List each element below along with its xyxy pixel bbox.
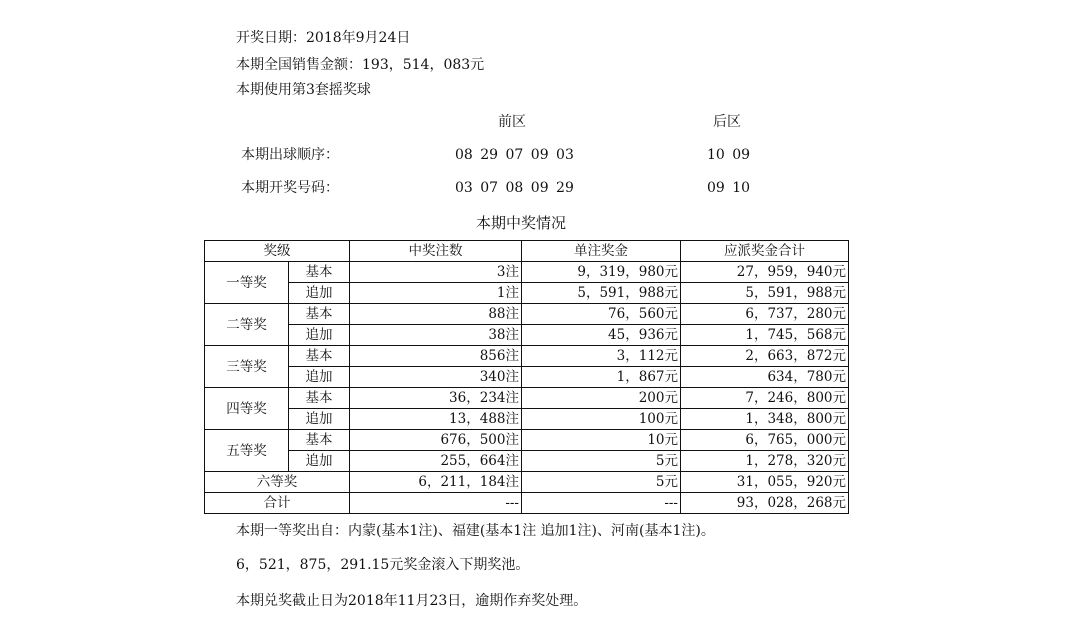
- prize-level: 三等奖: [205, 346, 289, 388]
- prize-level: 五等奖: [205, 430, 289, 472]
- table-row: [205, 430, 849, 451]
- sum-label: 合计: [205, 493, 350, 514]
- table-row-sum: [205, 493, 849, 514]
- sum-count: ---: [350, 493, 522, 514]
- draw-order-front: 08 29 07 09 03: [455, 147, 574, 163]
- prize-table-title: 本期中奖情况: [476, 214, 567, 232]
- total-prize: 27，959，940元: [681, 262, 849, 283]
- unit-prize: 3，112元: [522, 346, 681, 367]
- unit-prize: 5，591，988元: [522, 283, 681, 304]
- draw-date: 开奖日期：2018年9月24日: [236, 30, 411, 46]
- winner-count: 38注: [350, 325, 522, 346]
- table-row: [205, 304, 849, 325]
- total-prize: 1，348，800元: [681, 409, 849, 430]
- table-row-sixth-prize: [205, 472, 849, 493]
- bet-type: 追加: [289, 283, 350, 304]
- draw-result-label: 本期开奖号码：: [241, 180, 339, 196]
- prize-table: [204, 240, 849, 514]
- prize-level: 六等奖: [205, 472, 350, 493]
- winner-count: 676，500注: [350, 430, 522, 451]
- header-total: 应派奖金合计: [681, 241, 849, 262]
- table-header-row: [205, 241, 849, 262]
- header-prize: 单注奖金: [522, 241, 681, 262]
- ball-set: 本期使用第3套摇奖球: [236, 82, 371, 98]
- table-row: [205, 262, 849, 283]
- header-count: 中奖注数: [350, 241, 522, 262]
- prize-level: 二等奖: [205, 304, 289, 346]
- bet-type: 基本: [289, 430, 350, 451]
- prize-level: 一等奖: [205, 262, 289, 304]
- winner-count: 36，234注: [350, 388, 522, 409]
- total-prize: 2，663，872元: [681, 346, 849, 367]
- winner-count: 13，488注: [350, 409, 522, 430]
- front-zone-header: 前区: [498, 114, 526, 130]
- bet-type: 追加: [289, 409, 350, 430]
- first-prize-origin: 本期一等奖出自：内蒙(基本1注)、福建(基本1注 追加1注)、河南(基本1注)。: [236, 523, 715, 539]
- total-prize: 634，780元: [681, 367, 849, 388]
- total-prize: 31，055，920元: [681, 472, 849, 493]
- table-row: [205, 451, 849, 472]
- unit-prize: 9，319，980元: [522, 262, 681, 283]
- bet-type: 追加: [289, 367, 350, 388]
- sales-amount: 本期全国销售金额：193，514，083元: [236, 57, 485, 73]
- bet-type: 基本: [289, 304, 350, 325]
- unit-prize: 45，936元: [522, 325, 681, 346]
- bet-type: 追加: [289, 451, 350, 472]
- total-prize: 6，737，280元: [681, 304, 849, 325]
- draw-order-label: 本期出球顺序：: [241, 147, 339, 163]
- unit-prize: 5元: [522, 451, 681, 472]
- unit-prize: 100元: [522, 409, 681, 430]
- table-row: [205, 367, 849, 388]
- winner-count: 340注: [350, 367, 522, 388]
- total-prize: 1，745，568元: [681, 325, 849, 346]
- jackpot-rollover: 6，521，875，291.15元奖金滚入下期奖池。: [236, 557, 530, 573]
- claim-deadline: 本期兑奖截止日为2018年11月23日，逾期作弃奖处理。: [236, 593, 588, 609]
- draw-result-back: 09 10: [707, 180, 751, 196]
- unit-prize: 200元: [522, 388, 681, 409]
- table-row: [205, 388, 849, 409]
- table-row: [205, 409, 849, 430]
- winner-count: 856注: [350, 346, 522, 367]
- sum-prize: ---: [522, 493, 681, 514]
- unit-prize: 1，867元: [522, 367, 681, 388]
- bet-type: 追加: [289, 325, 350, 346]
- winner-count: 6，211，184注: [350, 472, 522, 493]
- bet-type: 基本: [289, 262, 350, 283]
- bet-type: 基本: [289, 346, 350, 367]
- table-row: [205, 346, 849, 367]
- table-row: [205, 325, 849, 346]
- draw-order-back: 10 09: [707, 147, 751, 163]
- bet-type: 基本: [289, 388, 350, 409]
- header-level: 奖级: [205, 241, 350, 262]
- prize-level: 四等奖: [205, 388, 289, 430]
- winner-count: 1注: [350, 283, 522, 304]
- total-prize: 7，246，800元: [681, 388, 849, 409]
- unit-prize: 76，560元: [522, 304, 681, 325]
- back-zone-header: 后区: [713, 114, 741, 130]
- sum-total: 93，028，268元: [681, 493, 849, 514]
- draw-result-front: 03 07 08 09 29: [455, 180, 574, 196]
- table-row: [205, 283, 849, 304]
- total-prize: 5，591，988元: [681, 283, 849, 304]
- winner-count: 255，664注: [350, 451, 522, 472]
- total-prize: 1，278，320元: [681, 451, 849, 472]
- unit-prize: 5元: [522, 472, 681, 493]
- winner-count: 88注: [350, 304, 522, 325]
- total-prize: 6，765，000元: [681, 430, 849, 451]
- unit-prize: 10元: [522, 430, 681, 451]
- winner-count: 3注: [350, 262, 522, 283]
